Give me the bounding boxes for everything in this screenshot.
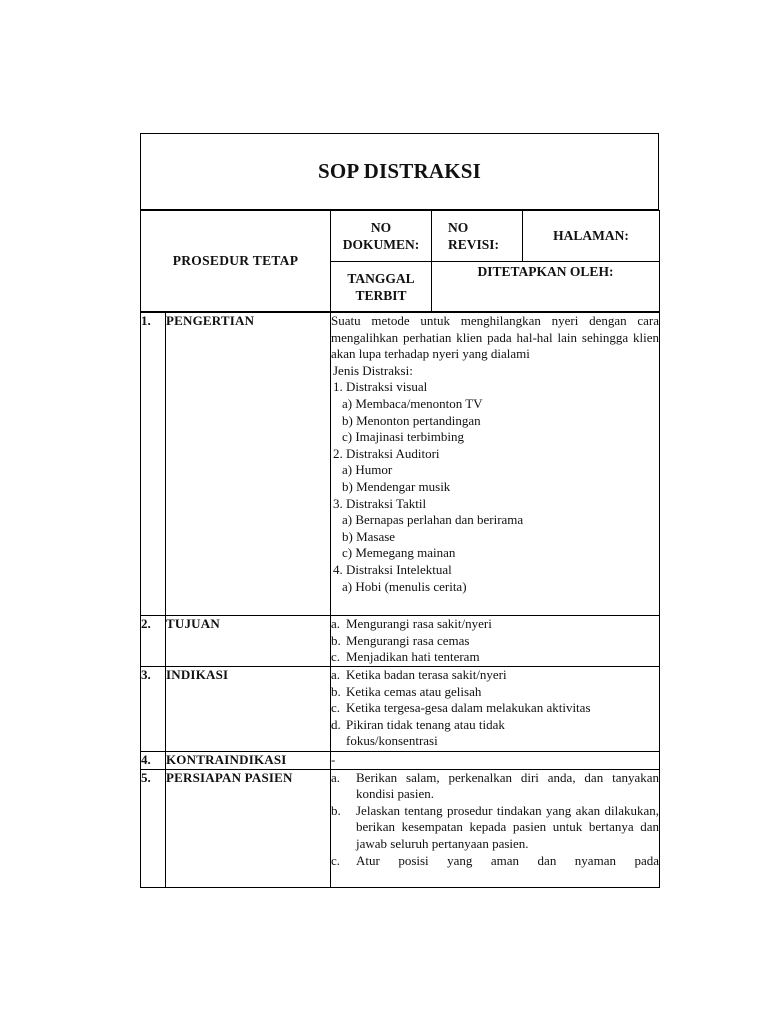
section-label: KONTRAINDIKASI (166, 752, 331, 770)
list-item: a) Bernapas perlahan dan berirama (342, 512, 524, 528)
list-text: Menjadikan hati tenteram (346, 649, 480, 665)
list-item: c) Imajinasi terbimbing (342, 429, 465, 445)
list-text: Berikan salam, perkenalkan diri anda, dan tanyakan kondisi pasien. (356, 769, 659, 802)
group-title: 4. Distraksi Intelektual (333, 561, 452, 577)
section-kontraindikasi (141, 752, 660, 770)
prosedur-tetap-label: PROSEDUR TETAP (172, 253, 299, 268)
tanggal-line1: TANGGAL (347, 270, 415, 286)
no-dokumen-line2: DOKUMEN: (342, 237, 420, 252)
section-pengertian (141, 313, 660, 616)
header-table (140, 210, 660, 312)
group-title: 1. Distraksi visual (333, 379, 428, 395)
list-item (331, 616, 659, 633)
list-item (331, 633, 659, 650)
list-text: Ketika tergesa-gesa dalam melakukan aktivitas (346, 700, 591, 716)
no-dokumen-line1: NO (370, 220, 392, 235)
section-label: PERSIAPAN PASIEN (166, 769, 331, 887)
section-label: INDIKASI (166, 667, 331, 752)
list-marker: a. (331, 667, 341, 682)
list-marker: b. (331, 802, 341, 818)
section-number: 1. (141, 313, 166, 616)
list-text: Ketika badan terasa sakit/nyeri (346, 667, 507, 682)
no-revisi-line1: NO (448, 220, 469, 235)
list-item: a) Humor (342, 462, 393, 478)
list-item (331, 770, 659, 803)
section-number: 4. (141, 752, 166, 770)
list-marker: c. (331, 852, 341, 868)
jenis-title: Jenis Distraksi: (333, 362, 413, 378)
section-indikasi (141, 667, 660, 752)
list-text: Jelaskan tentang prosedur tindakan yang akan dilakukan, berikan kesempatan kepada pasien untuk bertanya dan jawab seluruh pertanyaan pasien. (356, 802, 659, 851)
halaman-cell (523, 211, 660, 262)
no-dokumen-cell (331, 211, 432, 262)
list-item (331, 667, 659, 684)
document-title: SOP DISTRAKSI (140, 133, 659, 210)
list-text: Atur posisi yang aman dan nyaman pada (356, 852, 659, 868)
list-marker: b. (331, 683, 341, 699)
section-label: TUJUAN (166, 616, 331, 667)
section-tujuan (141, 616, 660, 667)
list-marker: a. (331, 769, 341, 785)
section-number: 3. (141, 667, 166, 752)
list-item: a) Membaca/menonton TV (342, 395, 483, 411)
list-text: Mengurangi rasa cemas (346, 632, 470, 648)
ditetapkan-oleh-label: DITETAPKAN OLEH: (477, 264, 614, 279)
list-item (331, 700, 659, 717)
halaman-label: HALAMAN: (553, 228, 629, 243)
list-item: b) Mendengar musik (342, 478, 451, 494)
section-content (331, 769, 660, 887)
list-text: Pikiran tidak tenang atau tidak fokus/konsentrasi (346, 716, 505, 749)
list-item (331, 717, 659, 750)
no-revisi-cell (432, 211, 523, 262)
sop-sections-table (140, 312, 660, 888)
section-content (331, 313, 660, 616)
list-marker: c. (331, 700, 341, 716)
list-item (331, 853, 659, 870)
list-marker: d. (331, 716, 341, 732)
prosedur-tetap-cell (141, 211, 331, 312)
list-marker: a. (331, 616, 341, 631)
ditetapkan-oleh-cell (432, 262, 660, 312)
section-persiapan-pasien (141, 769, 660, 887)
section-content: - (331, 752, 660, 770)
definition-text: Suatu metode untuk menghilangkan nyeri dengan cara mengalihkan perhatian klien pada hal-hal lain sehingga klien akan lupa terhadap nyeri yang dialami (331, 313, 659, 362)
section-content (331, 667, 660, 752)
sop-document (140, 133, 659, 888)
section-label: PENGERTIAN (166, 313, 331, 616)
list-item: a) Hobi (menulis cerita) (342, 578, 467, 594)
list-marker: c. (331, 649, 341, 665)
list-item: c) Memegang mainan (342, 545, 456, 561)
section-content (331, 616, 660, 667)
list-text: Ketika cemas atau gelisah (346, 683, 482, 699)
list-text: Mengurangi rasa sakit/nyeri (346, 616, 492, 631)
list-marker: b. (331, 632, 341, 648)
no-revisi-line2: REVISI: (448, 237, 500, 252)
list-item (331, 803, 659, 853)
list-item: b) Menonton pertandingan (342, 412, 481, 428)
tanggal-terbit-cell (331, 262, 432, 312)
list-item: b) Masase (342, 528, 396, 544)
list-item (331, 684, 659, 701)
section-number: 5. (141, 769, 166, 887)
section-number: 2. (141, 616, 166, 667)
group-title: 3. Distraksi Taktil (333, 495, 427, 511)
tanggal-line2: TERBIT (355, 287, 407, 303)
group-title: 2. Distraksi Auditori (333, 445, 440, 461)
list-item (331, 649, 659, 666)
